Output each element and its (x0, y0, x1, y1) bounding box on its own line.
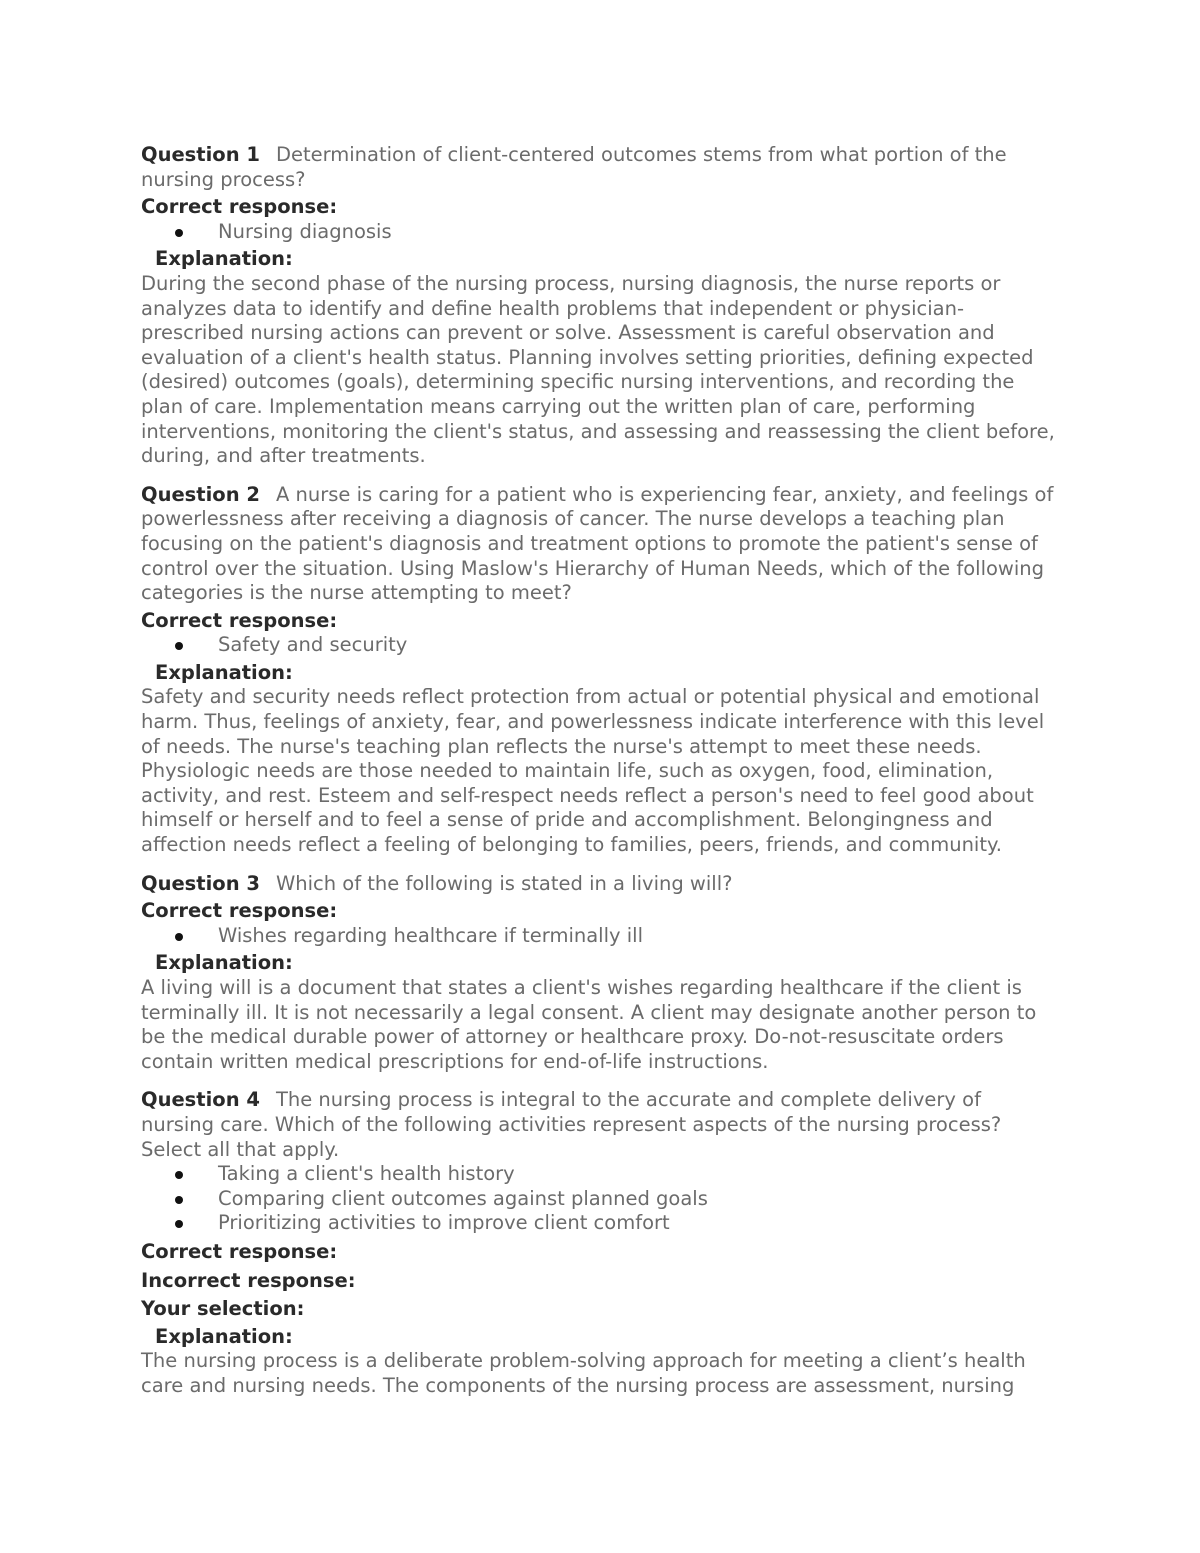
correct-response-list (141, 220, 1056, 245)
question-text: Determination of client-centered outcomes stems from what portion of the nursing process? (141, 143, 1007, 191)
bullet-icon (175, 1171, 183, 1179)
correct-response-list (141, 633, 1056, 658)
question-stem (141, 143, 1056, 192)
explanation-label: Explanation: (155, 660, 293, 684)
bullet-icon (175, 1220, 183, 1228)
correct-answer: Nursing diagnosis (218, 219, 392, 243)
list-item (141, 1162, 1056, 1187)
option-text: Prioritizing activities to improve client comfort (218, 1211, 670, 1235)
question-stem (141, 1088, 1056, 1162)
bullet-icon (175, 1196, 183, 1204)
question-label: Question 2 (141, 482, 260, 506)
question-text: Which of the following is stated in a living will? (275, 871, 733, 895)
correct-response-list (141, 924, 1056, 949)
explanation-label: Explanation: (155, 247, 293, 271)
list-item (141, 924, 1056, 949)
question-block-2 (141, 483, 1056, 858)
option-text: Comparing client outcomes against planned goals (218, 1186, 708, 1210)
incorrect-response-label: Incorrect response: (141, 1268, 356, 1292)
bullet-icon (175, 229, 183, 237)
question-block-4 (141, 1088, 1056, 1398)
question-block-1 (141, 143, 1056, 469)
question-label: Question 3 (141, 871, 260, 895)
bullet-icon (175, 933, 183, 941)
your-selection-label: Your selection: (141, 1297, 305, 1321)
list-item (141, 1211, 1056, 1236)
question-text: A nurse is caring for a patient who is experiencing fear, anxiety, and feelings of powerlessness after receiving a diagnosis of cancer. The nurse develops a teaching plan focusing on the patient's diagnosis and treatment options to promote the patient's sense of control over the situation. Using Maslow's Hierarchy of Human Needs, which of the following categories is the nurse attempting to meet? (141, 482, 1054, 605)
correct-answer: Safety and security (218, 633, 408, 657)
question-label: Question 1 (141, 143, 260, 166)
list-item (141, 220, 1056, 245)
option-list (141, 1162, 1056, 1236)
explanation-text: The nursing process is a deliberate problem-solving approach for meeting a client’s health care and nursing needs. The components of the nursing process are assessment, nursing (141, 1349, 1026, 1397)
list-item (141, 633, 1056, 658)
question-block-3 (141, 872, 1056, 1075)
bullet-icon (175, 642, 183, 650)
explanation-text: Safety and security needs reflect protection from actual or potential physical and emotional harm. Thus, feelings of anxiety, fear, and powerlessness indicate interference with this level of needs. The nurse's teaching plan reflects the nurse's attempt to meet these needs. Physiologic needs are those needed to maintain life, such as oxygen, food, elimination, activity, and rest. Esteem and self-respect needs reflect a person's need to feel good about himself or herself and to feel a sense of pride and accomplishment. Belongingness and affection needs reflect a feeling of belonging to families, peers, friends, and community. (141, 685, 1045, 857)
explanation-text: During the second phase of the nursing process, nursing diagnosis, the nurse reports or analyzes data to identify and define health problems that independent or physician-prescribed nursing actions can prevent or solve. Assessment is careful observation and evaluation of a client's health status. Planning involves setting priorities, defining expected (desired) outcomes (goals), determining specific nursing interventions, and recording the plan of care. Implementation means carrying out the written plan of care, performing interventions, monitoring the client's status, and assessing and reassessing the client before, during, and after treatments. (141, 271, 1055, 468)
question-stem (141, 483, 1056, 606)
question-label: Question 4 (141, 1088, 260, 1112)
option-text: Taking a client's health history (218, 1162, 515, 1186)
explanation-label: Explanation: (155, 1324, 293, 1348)
correct-answer: Wishes regarding healthcare if terminally ill (218, 923, 643, 947)
correct-response-label: Correct response: (141, 195, 338, 219)
question-text: The nursing process is integral to the accurate and complete delivery of nursing care. Which of the following activities represent aspects of the nursing process? Select all that apply. (141, 1088, 1002, 1161)
question-stem (141, 872, 1056, 897)
explanation-text: A living will is a document that states a client's wishes regarding healthcare if the client is terminally ill. It is not necessarily a legal consent. A client may designate another person to be the medical durable power of attorney or healthcare proxy. Do-not-resuscitate orders contain written medical prescriptions for end-of-life instructions. (141, 976, 1037, 1073)
list-item (141, 1187, 1056, 1212)
correct-response-label: Correct response: (141, 608, 338, 632)
correct-response-label: Correct response: (141, 1239, 338, 1263)
document-page (141, 143, 1056, 1413)
correct-response-label: Correct response: (141, 899, 338, 923)
explanation-label: Explanation: (155, 951, 293, 975)
